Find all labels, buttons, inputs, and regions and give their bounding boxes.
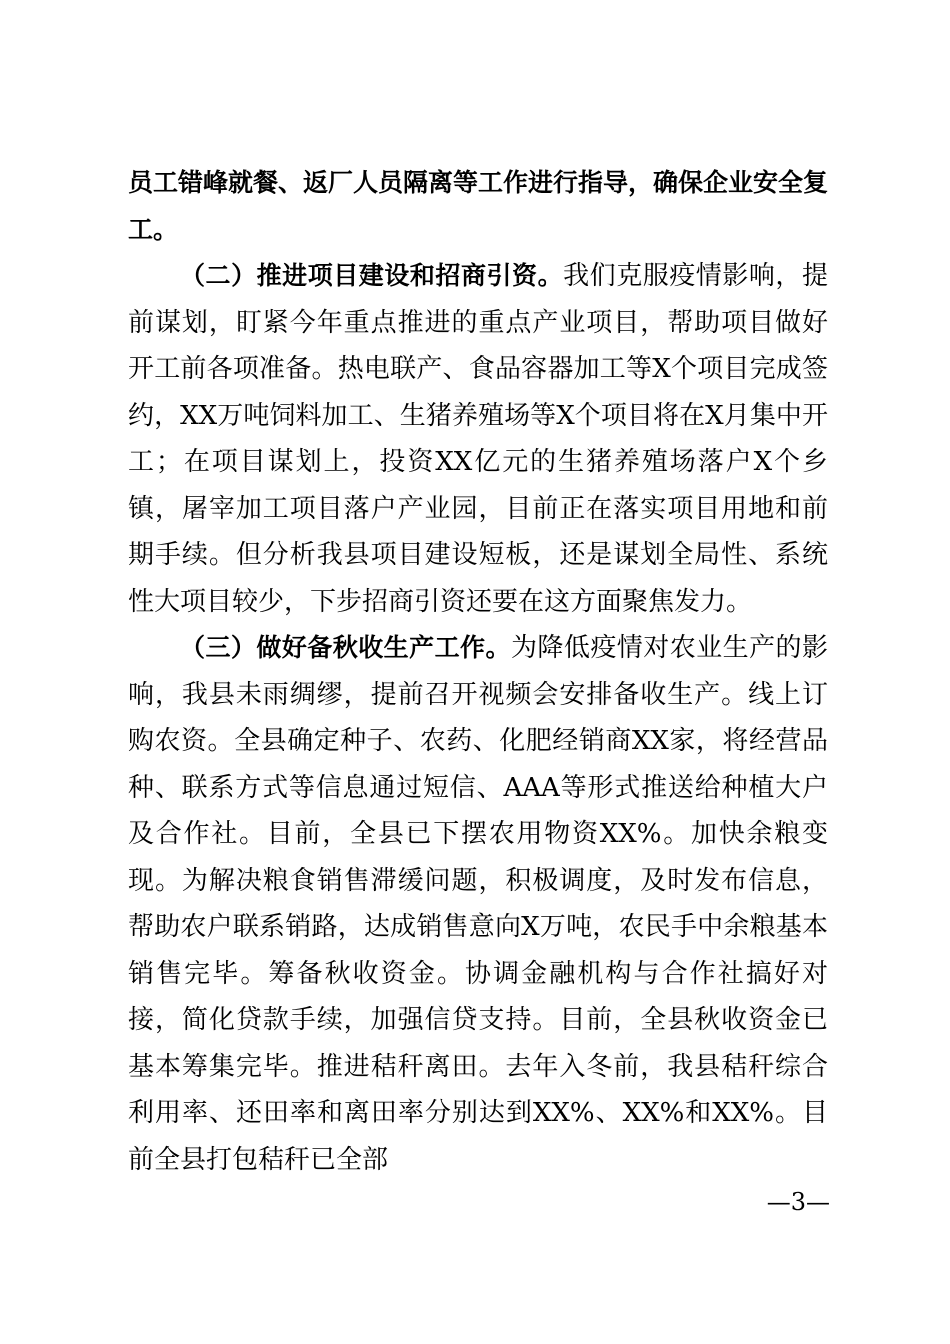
paragraph-continuation [128,160,828,253]
section-heading: （二）推进项目建设和招商引资。 [180,261,564,290]
paragraph-text: 为降低疫情对农业生产的影响，我县未雨绸缪，提前召开视频会安排备收生产。线上订购农资。全县确定种子、农药、化肥经销商XX家，将经营品种、联系方式等信息通过短信、AAA等形式推送给种植大户及合作社。目前，全县已下摆农用物资XX%。加快余粮变现。为解决粮食销售滞缓问题，积极调度，及时发布信息，帮助农户联系销路，达成销售意向X万吨，农民手中余粮基本销售完毕。筹备秋收资金。协调金融机构与合作社搞好对接，简化贷款手续，加强信贷支持。目前，全县秋收资金已基本筹集完毕。推进秸秆离田。去年入冬前，我县秸秆综合利用率、还田率和离田率分别达到XX%、XX%和XX%。目前全县打包秸秆已全部 [128,633,828,1175]
paragraph-project-construction [128,253,828,625]
paragraph-text: 我们克服疫情影响，提前谋划，盯紧今年重点推进的重点产业项目，帮助项目做好开工前各项准备。热电联产、食品容器加工等X个项目完成签约，XX万吨饲料加工、生猪养殖场等X个项目将在X月集中开工；在项目谋划上，投资XX亿元的生猪养殖场落户X个乡镇，屠宰加工项目落户产业园，目前正在落实项目用地和前期手续。但分析我县项目建设短板，还是谋划全局性、系统性大项目较少，下步招商引资还要在这方面聚焦发力。 [128,261,828,617]
body-text [128,160,828,1183]
paragraph-autumn-harvest [128,625,828,1183]
section-heading: （三）做好备秋收生产工作。 [180,633,511,662]
paragraph-text: 员工错峰就餐、返厂人员隔离等工作进行指导，确保企业安全复工。 [128,168,829,244]
page-number: —3— [766,1188,830,1216]
